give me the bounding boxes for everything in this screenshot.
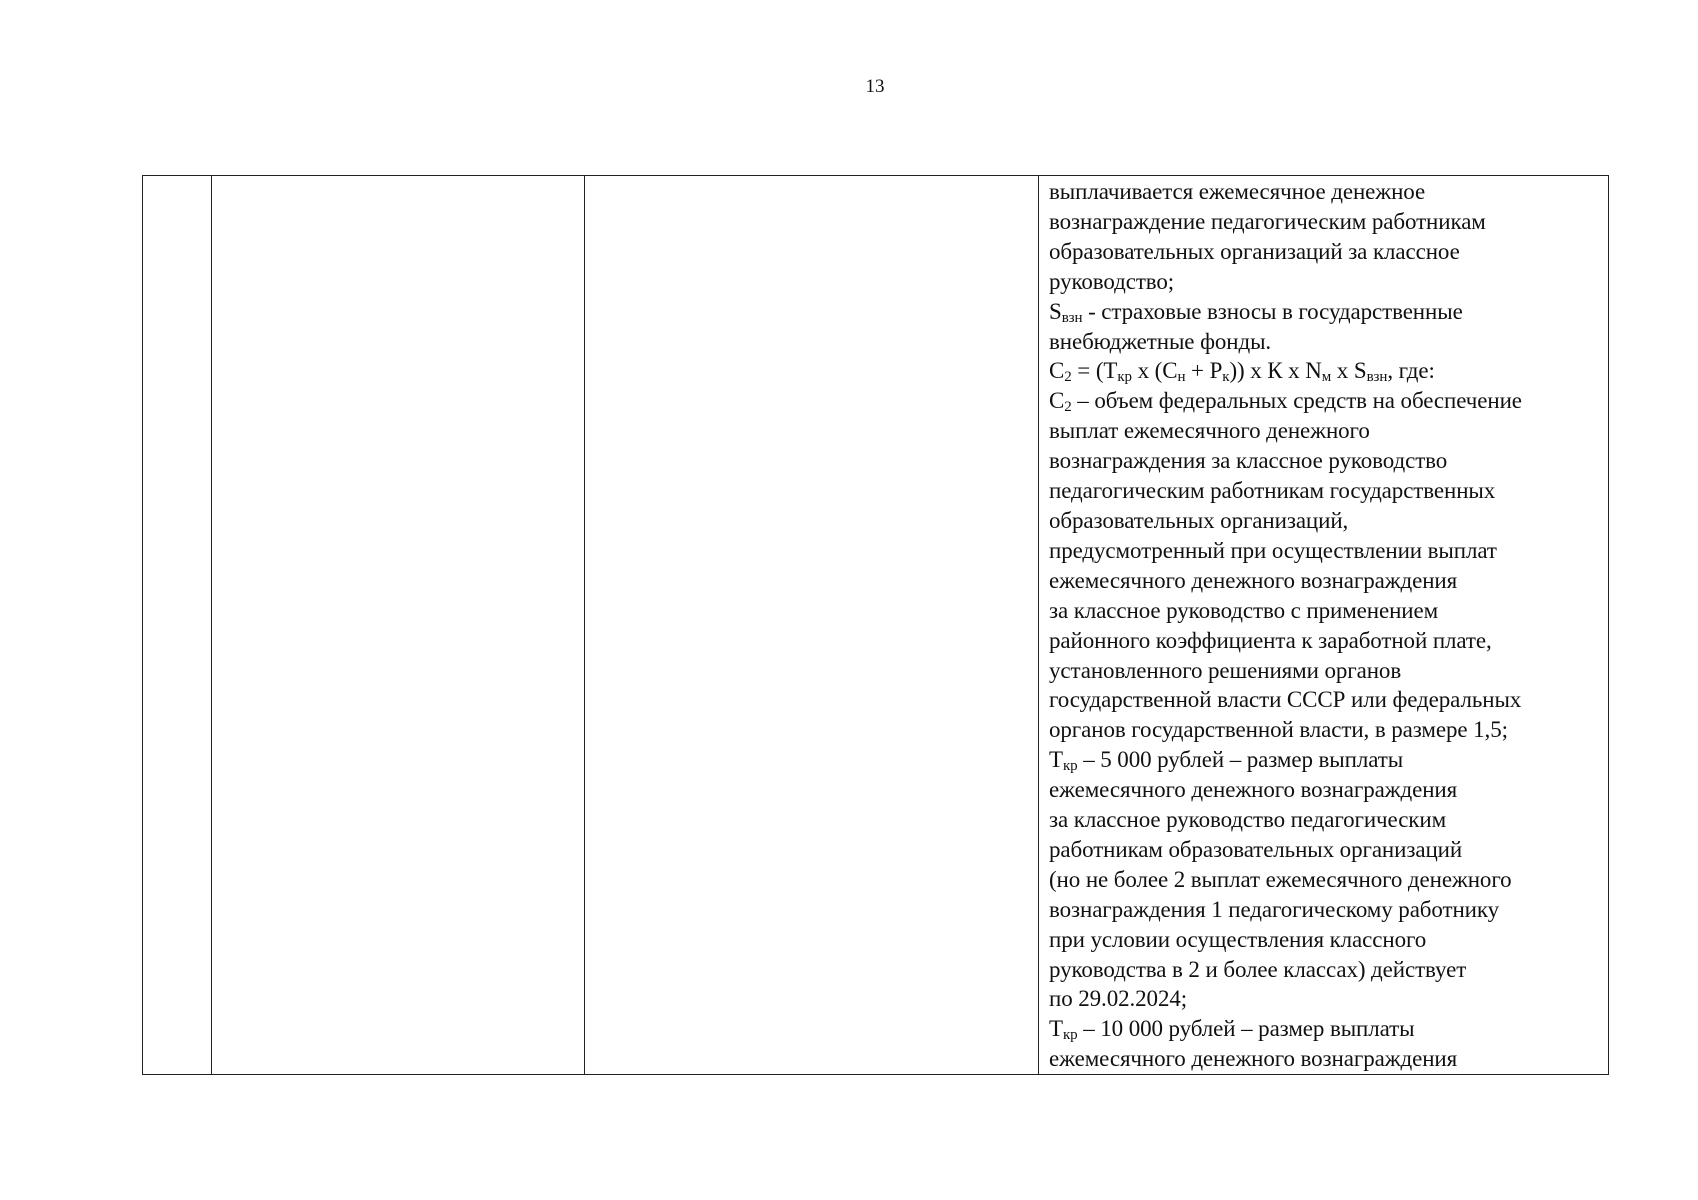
- text-line: установленного решениями органов: [1049, 657, 1402, 683]
- text-line: предусмотренный при осуществлении выплат: [1049, 537, 1497, 563]
- text-line: (но не более 2 выплат ежемесячного денежного: [1049, 866, 1512, 892]
- text-line: выплат ежемесячного денежного: [1049, 418, 1370, 444]
- text-line: работникам образовательных организаций: [1049, 836, 1463, 862]
- text-line: районного коэффициента к заработной плате,: [1049, 627, 1492, 653]
- text-line: внебюджетные фонды.: [1049, 328, 1272, 354]
- text-line: $C_2$ – объем федеральных средств на обеспечение: [1049, 388, 1522, 416]
- text-line: ежемесячного денежного вознаграждения: [1049, 1046, 1458, 1072]
- text-line: при условии осуществления классного: [1049, 926, 1427, 952]
- text-line: вознаграждения за классное руководство: [1049, 448, 1448, 474]
- text-line: по 29.02.2024;: [1049, 986, 1188, 1012]
- page-number: 13: [865, 76, 885, 97]
- text-line: $C_2 = (Т_{кр}$ х $(С_н + Р_к)$) х К х $N_м$ х $S_{взн}$, где:: [1049, 358, 1435, 386]
- text-line: выплачивается ежемесячное денежное: [1049, 179, 1426, 204]
- text-line: за классное руководство с применением: [1049, 597, 1439, 623]
- text-line: ежемесячного денежного вознаграждения: [1049, 777, 1458, 803]
- text-line: руководства в 2 и более классах) действует: [1049, 956, 1467, 982]
- text-line: вознаграждение педагогическим работникам: [1049, 208, 1486, 234]
- text-line: ежемесячного денежного вознаграждения: [1049, 567, 1458, 593]
- table-cell-col3: [585, 176, 1039, 1075]
- document-table: [142, 175, 1609, 1075]
- table-cell-col1: [143, 176, 212, 1075]
- text-line: $S_{взн}$ - страховые взносы в государственные: [1049, 298, 1463, 326]
- text-line: образовательных организаций,: [1049, 507, 1349, 533]
- text-line: образовательных организаций за классное: [1049, 238, 1460, 264]
- text-line: $Т_{кр} - 10$ 000 рублей – размер выплаты: [1049, 1016, 1415, 1044]
- text-line: за классное руководство педагогическим: [1049, 807, 1447, 833]
- text-line: $Т_{кр} - 5$ 000 рублей – размер выплаты: [1049, 747, 1404, 775]
- text-line: педагогическим работникам государственных: [1049, 478, 1496, 504]
- text-line: руководство;: [1049, 268, 1175, 294]
- table-row: [143, 176, 1609, 1075]
- table-cell-col2: [212, 176, 585, 1075]
- text-line: государственной власти СССР или федеральных: [1049, 687, 1522, 713]
- text-line: вознаграждения 1 педагогическому работнику: [1049, 896, 1500, 922]
- table-cell-col4: [1039, 176, 1609, 1075]
- text-line: органов государственной власти, в размере 1,5;: [1049, 717, 1508, 743]
- cell-text-block: [1039, 176, 1608, 1074]
